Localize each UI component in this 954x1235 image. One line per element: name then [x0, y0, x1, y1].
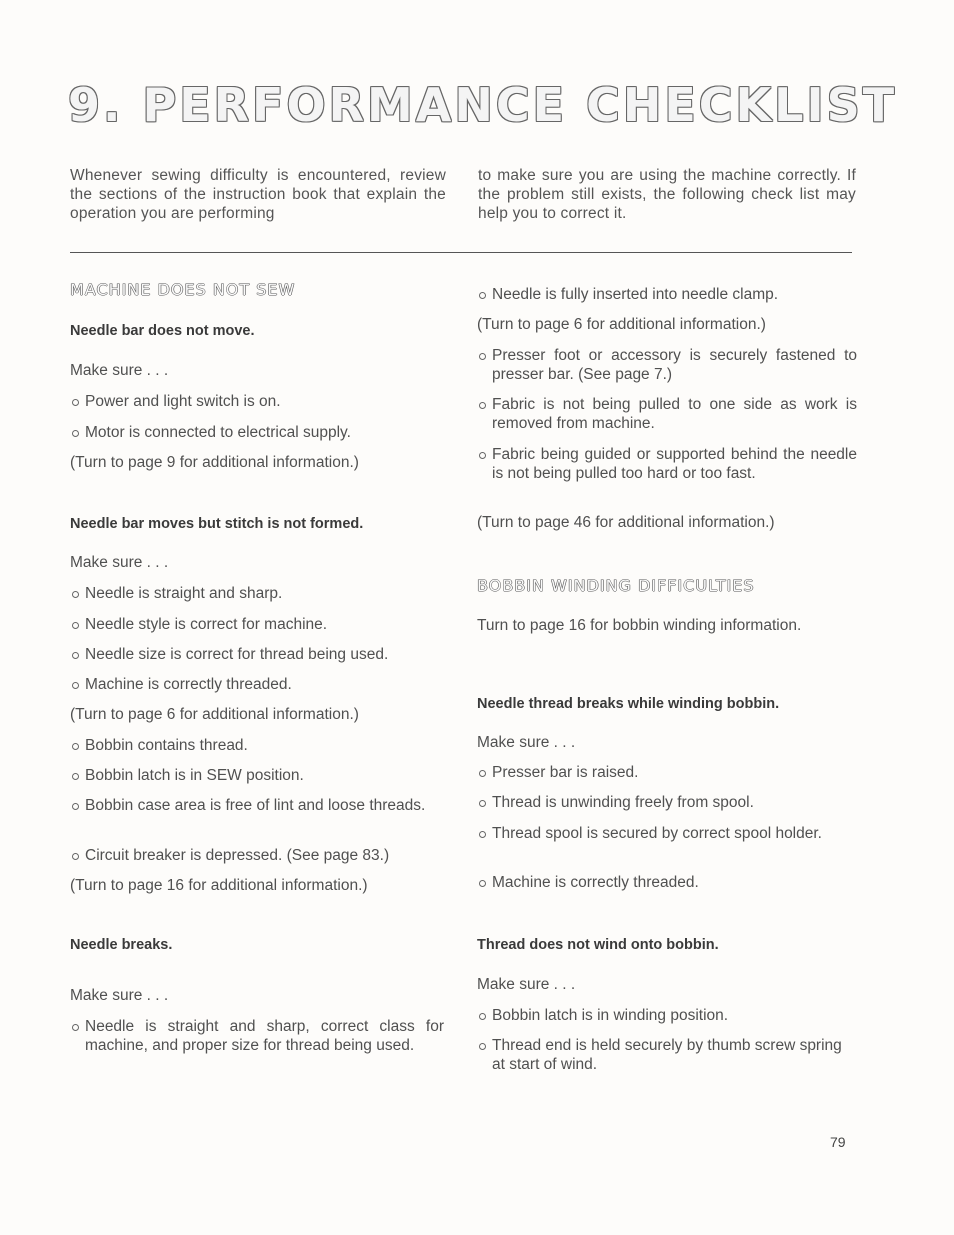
page-title: 9. PERFORMANCE CHECKLIST	[68, 78, 898, 132]
make-sure-text: Make sure . . .	[477, 976, 576, 993]
list-item: Bobbin latch is in SEW position.	[70, 766, 444, 785]
list-item: Fabric is not being pulled to one side as work is removed from machine.	[477, 395, 857, 433]
list-item: Bobbin contains thread.	[70, 736, 444, 755]
list-item: Thread end is held securely by thumb screw spring at start of wind.	[477, 1036, 857, 1074]
list-item: Needle is straight and sharp.	[70, 584, 444, 603]
page-number: 79	[830, 1134, 846, 1150]
intro-left: Whenever sewing difficulty is encountered, review the sections of the instruction book that explain the operation you are performing	[70, 167, 446, 222]
list-item: Presser foot or accessory is securely fastened to presser bar. (See page 7.)	[477, 346, 857, 384]
subheading-thread-breaks-winding: Needle thread breaks while winding bobbin.	[477, 696, 780, 712]
make-sure-text: Make sure . . .	[70, 987, 169, 1004]
list-item: Needle style is correct for machine.	[70, 615, 444, 634]
list-item: Presser bar is raised.	[477, 763, 857, 782]
reference-text: (Turn to page 9 for additional information.)	[70, 454, 359, 471]
intro-right: to make sure you are using the machine correctly. If the problem still exists, the following check list may help you to correct it.	[478, 167, 856, 222]
list-item: Bobbin case area is free of lint and loose threads.	[70, 796, 444, 815]
subheading-needle-bar-does-not-move: Needle bar does not move.	[70, 323, 255, 339]
list-item: Thread spool is secured by correct spool holder.	[477, 824, 857, 843]
subheading-thread-not-winding: Thread does not wind onto bobbin.	[477, 937, 719, 953]
list-item: Thread is unwinding freely from spool.	[477, 793, 857, 812]
reference-text: (Turn to page 6 for additional information.)	[477, 316, 766, 333]
list-item: Power and light switch is on.	[70, 392, 444, 411]
list-item: Needle is straight and sharp, correct class for machine, and proper size for thread being used.	[70, 1017, 444, 1055]
section-title-machine-does-not-sew: MACHINE DOES NOT SEW	[70, 280, 296, 299]
list-item: Needle is fully inserted into needle clamp.	[477, 285, 857, 304]
list-item: Bobbin latch is in winding position.	[477, 1006, 857, 1025]
reference-text: (Turn to page 6 for additional information.)	[70, 706, 359, 723]
reference-text: (Turn to page 46 for additional information.)	[477, 514, 775, 531]
list-item: Motor is connected to electrical supply.	[70, 423, 444, 442]
list-item: Machine is correctly threaded.	[70, 675, 444, 694]
make-sure-text: Make sure . . .	[70, 554, 169, 571]
list-item: Circuit breaker is depressed. (See page 83.)	[70, 846, 444, 865]
list-item: Machine is correctly threaded.	[477, 873, 857, 892]
reference-text: (Turn to page 16 for additional information.)	[70, 877, 368, 894]
section-title-bobbin-winding: BOBBIN WINDING DIFFICULTIES	[477, 576, 755, 595]
bobbin-intro: Turn to page 16 for bobbin winding information.	[477, 617, 802, 634]
make-sure-text: Make sure . . .	[70, 362, 169, 379]
divider	[70, 252, 852, 253]
list-item: Fabric being guided or supported behind the needle is not being pulled too hard or too fast.	[477, 445, 857, 483]
make-sure-text: Make sure . . .	[477, 734, 576, 751]
list-item: Needle size is correct for thread being used.	[70, 645, 444, 664]
subheading-needle-breaks: Needle breaks.	[70, 937, 173, 953]
subheading-stitch-not-formed: Needle bar moves but stitch is not formed.	[70, 516, 364, 532]
